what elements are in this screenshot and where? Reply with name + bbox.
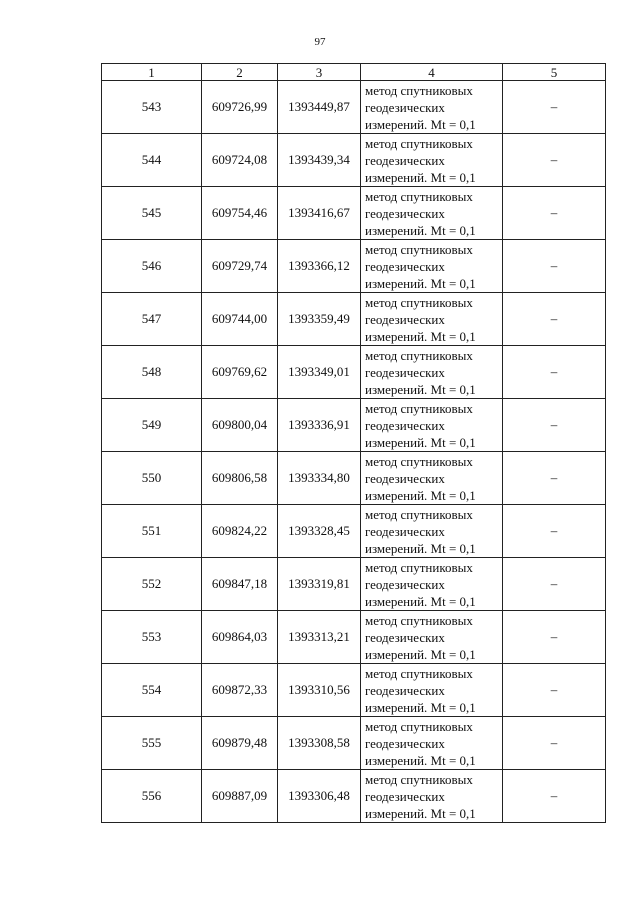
table-row	[102, 770, 606, 823]
table-row	[102, 399, 606, 452]
point-number-cell: 552	[102, 558, 202, 611]
point-number-cell: 544	[102, 134, 202, 187]
method-cell: метод спутниковых геодезических измерений. Mt = 0,1	[361, 240, 503, 293]
x-coordinate-cell: 609754,46	[202, 187, 278, 240]
note-cell: –	[503, 717, 606, 770]
x-coordinate-cell: 609724,08	[202, 134, 278, 187]
method-cell: метод спутниковых геодезических измерений. Mt = 0,1	[361, 399, 503, 452]
note-cell: –	[503, 346, 606, 399]
note-cell: –	[503, 81, 606, 134]
method-cell: метод спутниковых геодезических измерений. Mt = 0,1	[361, 346, 503, 399]
note-cell: –	[503, 664, 606, 717]
point-number-cell: 547	[102, 293, 202, 346]
method-cell: метод спутниковых геодезических измерений. Mt = 0,1	[361, 81, 503, 134]
method-cell: метод спутниковых геодезических измерений. Mt = 0,1	[361, 505, 503, 558]
table-row	[102, 717, 606, 770]
x-coordinate-cell: 609769,62	[202, 346, 278, 399]
table-header-row	[102, 64, 606, 81]
header-col-5: 5	[503, 64, 606, 81]
note-cell: –	[503, 240, 606, 293]
method-cell: метод спутниковых геодезических измерений. Mt = 0,1	[361, 134, 503, 187]
table-row	[102, 187, 606, 240]
point-number-cell: 556	[102, 770, 202, 823]
y-coordinate-cell: 1393328,45	[278, 505, 361, 558]
header-col-3: 3	[278, 64, 361, 81]
method-cell: метод спутниковых геодезических измерений. Mt = 0,1	[361, 187, 503, 240]
y-coordinate-cell: 1393334,80	[278, 452, 361, 505]
y-coordinate-cell: 1393449,87	[278, 81, 361, 134]
table-row	[102, 134, 606, 187]
method-cell: метод спутниковых геодезических измерений. Mt = 0,1	[361, 558, 503, 611]
y-coordinate-cell: 1393308,58	[278, 717, 361, 770]
y-coordinate-cell: 1393306,48	[278, 770, 361, 823]
note-cell: –	[503, 399, 606, 452]
point-number-cell: 545	[102, 187, 202, 240]
method-cell: метод спутниковых геодезических измерений. Mt = 0,1	[361, 452, 503, 505]
x-coordinate-cell: 609872,33	[202, 664, 278, 717]
x-coordinate-cell: 609806,58	[202, 452, 278, 505]
x-coordinate-cell: 609744,00	[202, 293, 278, 346]
note-cell: –	[503, 611, 606, 664]
table-row	[102, 664, 606, 717]
page-number: 97	[314, 36, 326, 48]
y-coordinate-cell: 1393439,34	[278, 134, 361, 187]
header-col-4: 4	[361, 64, 503, 81]
point-number-cell: 550	[102, 452, 202, 505]
point-number-cell: 548	[102, 346, 202, 399]
table-row	[102, 558, 606, 611]
y-coordinate-cell: 1393319,81	[278, 558, 361, 611]
table-body	[102, 81, 606, 823]
table-row	[102, 240, 606, 293]
x-coordinate-cell: 609729,74	[202, 240, 278, 293]
y-coordinate-cell: 1393416,67	[278, 187, 361, 240]
y-coordinate-cell: 1393349,01	[278, 346, 361, 399]
coordinates-table	[101, 63, 606, 823]
x-coordinate-cell: 609726,99	[202, 81, 278, 134]
x-coordinate-cell: 609879,48	[202, 717, 278, 770]
point-number-cell: 546	[102, 240, 202, 293]
note-cell: –	[503, 770, 606, 823]
y-coordinate-cell: 1393310,56	[278, 664, 361, 717]
method-cell: метод спутниковых геодезических измерений. Mt = 0,1	[361, 611, 503, 664]
method-cell: метод спутниковых геодезических измерений. Mt = 0,1	[361, 770, 503, 823]
x-coordinate-cell: 609800,04	[202, 399, 278, 452]
x-coordinate-cell: 609864,03	[202, 611, 278, 664]
method-cell: метод спутниковых геодезических измерений. Mt = 0,1	[361, 717, 503, 770]
table-row	[102, 81, 606, 134]
note-cell: –	[503, 452, 606, 505]
point-number-cell: 555	[102, 717, 202, 770]
method-cell: метод спутниковых геодезических измерений. Mt = 0,1	[361, 664, 503, 717]
note-cell: –	[503, 134, 606, 187]
header-col-2: 2	[202, 64, 278, 81]
x-coordinate-cell: 609824,22	[202, 505, 278, 558]
table-row	[102, 346, 606, 399]
x-coordinate-cell: 609887,09	[202, 770, 278, 823]
table-row	[102, 293, 606, 346]
point-number-cell: 554	[102, 664, 202, 717]
point-number-cell: 551	[102, 505, 202, 558]
y-coordinate-cell: 1393336,91	[278, 399, 361, 452]
table-row	[102, 452, 606, 505]
note-cell: –	[503, 293, 606, 346]
y-coordinate-cell: 1393359,49	[278, 293, 361, 346]
x-coordinate-cell: 609847,18	[202, 558, 278, 611]
note-cell: –	[503, 187, 606, 240]
method-cell: метод спутниковых геодезических измерений. Mt = 0,1	[361, 293, 503, 346]
note-cell: –	[503, 505, 606, 558]
point-number-cell: 543	[102, 81, 202, 134]
table-row	[102, 611, 606, 664]
point-number-cell: 549	[102, 399, 202, 452]
y-coordinate-cell: 1393366,12	[278, 240, 361, 293]
y-coordinate-cell: 1393313,21	[278, 611, 361, 664]
table-row	[102, 505, 606, 558]
point-number-cell: 553	[102, 611, 202, 664]
header-col-1: 1	[102, 64, 202, 81]
note-cell: –	[503, 558, 606, 611]
